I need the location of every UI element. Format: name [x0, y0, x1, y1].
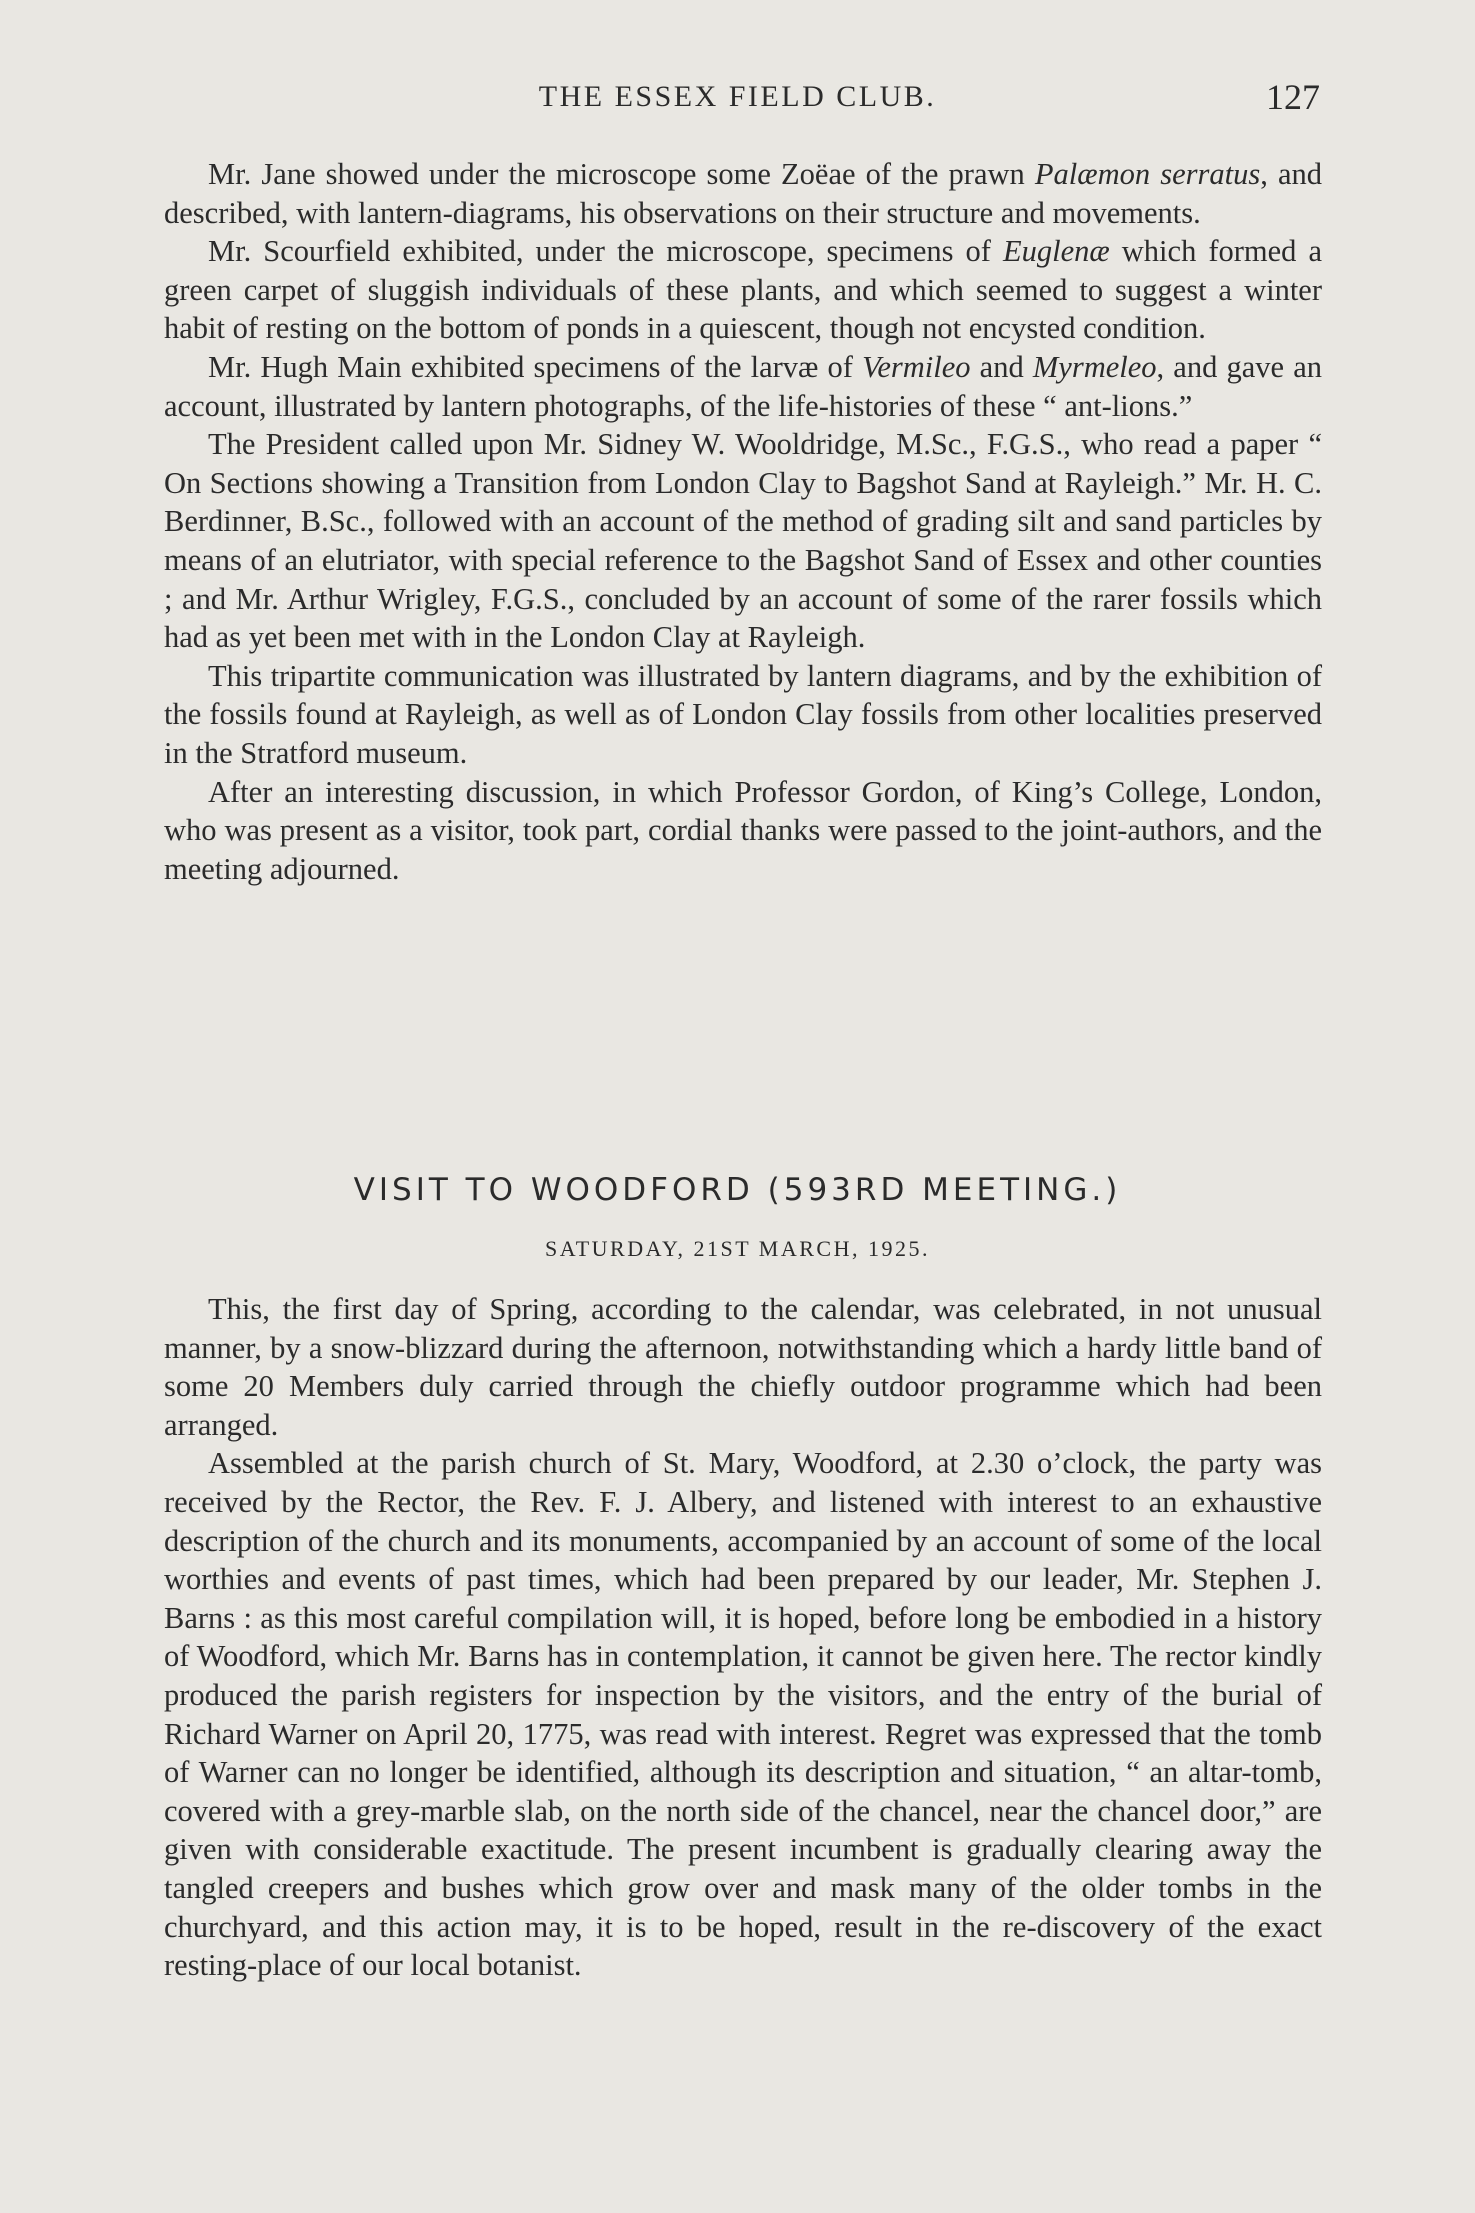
running-title: THE ESSEX FIELD CLUB.: [538, 80, 937, 113]
woodford-visit-section: [164, 1290, 1322, 1985]
species-name: Euglenæ: [1003, 234, 1110, 269]
paragraph-jane-zoeae: Mr. Jane showed under the microscope some Zoëae of the prawn Palæmon serratus, and described, with lantern-diagrams, his observations on their structure and movements.: [164, 157, 1322, 230]
species-name: Vermileo: [862, 349, 971, 384]
paragraph-tripartite-communication: This tripartite communication was illustrated by lantern diagrams, and by the exhibition of the fossils found at Rayleigh, as well as of London Clay fossils from other localities preserved in the Stratford museum.: [164, 658, 1322, 770]
paragraph-parish-church: Assembled at the parish church of St. Mary, Woodford, at 2.30 o’clock, the party was received by the Rector, the Rev. F. J. Albery, and listened with interest to an exhaustive description of the church and its monuments, accompanied by an account of some of the local worthies and events of past times, which had been prepared by our leader, Mr. Stephen J. Barns : as this most careful compilation will, it is hoped, before long be embodied in a history of Woodford, which Mr. Barns has in contemplation, it cannot be given here. The rector kindly produced the parish registers for inspection by the visitors, and the entry of the burial of Richard Warner on April 20, 1775, was read with interest. Regret was expressed that the tomb of Warner can no longer be identified, although its description and situation, “ an altar-tomb, covered with a grey-marble slab, on the north side of the chancel, near the chancel door,” are given with considerable exactitude. The present incumbent is gradually clearing away the tangled creepers and bushes which grow over and mask many of the older tombs in the churchyard, and this action may, it is to be hoped, result in the re-discovery of the exact resting-place of our local botanist.: [164, 1446, 1322, 1983]
paragraph-first-day-of-spring: This, the first day of Spring, according to the calendar, was celebrated, in not unusual manner, by a snow-blizzard during the afternoon, notwithstanding which a hardy little band of some 20 Members duly carried through the chiefly outdoor programme which had been arranged.: [164, 1292, 1322, 1442]
paragraph-main-ant-lions: Mr. Hugh Main exhibited specimens of the larvæ of Vermileo and Myrmeleo, and gave an account, illustrated by lantern photographs, of the life-histories of these “ ant-lions.”: [164, 349, 1322, 423]
running-head: [0, 76, 1475, 126]
section-heading: VISIT TO WOODFORD (593RD MEETING.): [353, 1172, 1122, 1208]
page-number: 127: [1266, 77, 1320, 117]
species-name: Palæmon serratus: [1034, 157, 1261, 191]
paragraph-rayleigh-papers: The President called upon Mr. Sidney W. Wooldridge, M.Sc., F.G.S., who read a paper “ On Sections showing a Transition from London Clay to Bagshot Sand at Rayleigh.” Mr. H. C. Berdinner, B.Sc., followed with an account of the method of grading silt and sand particles by means of an elutriator, with special reference to the Bagshot Sand of Essex and other counties ; and Mr. Arthur Wrigley, F.G.S., concluded by an account of some of the rarer fossils which had as yet been met with in the London Clay at Rayleigh.: [164, 427, 1322, 655]
section-date: SATURDAY, 21ST MARCH, 1925.: [545, 1236, 930, 1261]
species-name: Myrmeleo: [1032, 349, 1157, 384]
paragraph-discussion: After an interesting discussion, in which Professor Gordon, of King’s College, London, who was present as a visitor, took part, cordial thanks were passed to the joint-authors, and the meeting adjourned.: [164, 774, 1322, 886]
meeting-report-section: [164, 155, 1322, 888]
paragraph-scourfield-euglenae: Mr. Scourfield exhibited, under the microscope, specimens of Euglenæ which formed a green carpet of sluggish individuals of these plants, and which seemed to suggest a winter habit of resting on the bottom of ponds in a quiescent, though not encysted condition.: [164, 234, 1322, 346]
